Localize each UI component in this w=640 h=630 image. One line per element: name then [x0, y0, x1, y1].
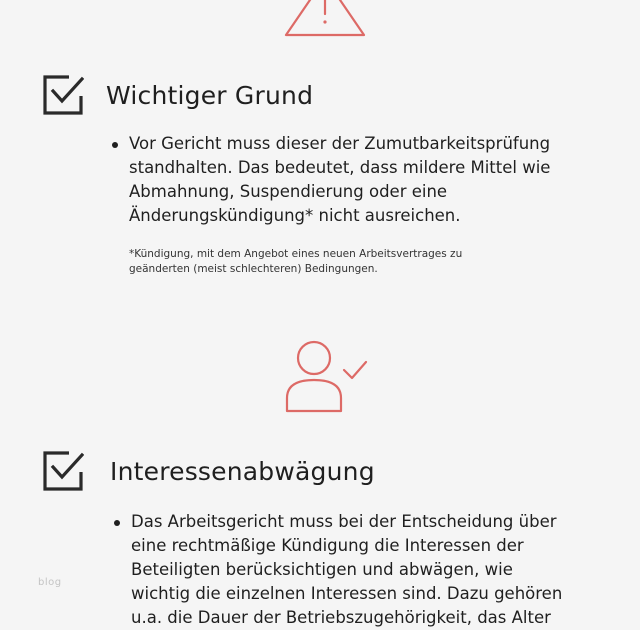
footnote-line: *Kündigung, mit dem Angebot eines neuen Arbeitsvertrages zu — [129, 248, 463, 260]
section-header-interessenabwaegung — [42, 450, 375, 492]
warning-triangle-icon — [283, 0, 367, 42]
list-item — [129, 132, 550, 228]
bullet-text-line: eine rechtmäßige Kündigung die Interessen der — [131, 536, 524, 555]
bullet-text-line: u.a. die Dauer der Betriebszugehörigkeit, das Alter — [131, 608, 551, 627]
bullet-text-line: Das Arbeitsgericht muss bei der Entscheidung über — [131, 512, 557, 531]
bullet-list — [131, 510, 562, 630]
section-title: Wichtiger Grund — [106, 80, 314, 110]
checkbox-checked-icon — [42, 450, 84, 492]
bullet-text-line: Vor Gericht muss dieser der Zumutbarkeitsprüfung — [129, 134, 551, 153]
checkbox-checked-icon — [42, 74, 84, 116]
watermark: blog — [38, 577, 62, 588]
list-item — [131, 510, 562, 630]
bullet-text-line: Beteiligten berücksichtigen und abwägen, wie — [131, 560, 513, 579]
person-check-icon — [283, 338, 369, 414]
bullet-list — [129, 132, 550, 228]
footnote-line: geänderten (meist schlechteren) Bedingungen. — [129, 263, 378, 275]
section-title: Interessenabwägung — [110, 456, 375, 486]
section-header-wichtiger-grund — [42, 74, 313, 116]
bullet-text-line: Abmahnung, Suspendierung oder eine — [129, 182, 448, 201]
bullet-text-line: standhalten. Das bedeutet, dass mildere Mittel wie — [129, 158, 551, 177]
bullet-text-line: wichtig die einzelnen Interessen sind. Dazu gehören — [131, 584, 563, 603]
bullet-text-line: Änderungskündigung* nicht ausreichen. — [129, 206, 461, 225]
footnote — [129, 247, 462, 277]
